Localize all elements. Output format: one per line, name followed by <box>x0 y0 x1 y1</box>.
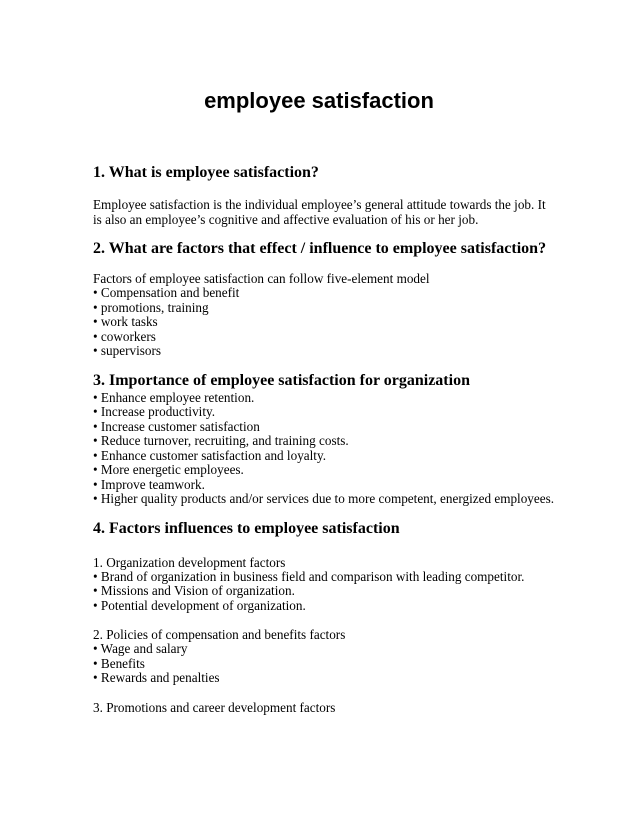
group-1-label: 1. Organization development factors <box>93 554 286 570</box>
list-item: • Improve teamwork. <box>93 476 205 492</box>
list-item: • Enhance customer satisfaction and loyalty. <box>93 447 327 463</box>
list-item: • Benefits <box>93 655 145 671</box>
list-item: • Wage and salary <box>93 641 188 656</box>
section-1-heading: 1. What is employee satisfaction? <box>93 164 319 181</box>
list-item: • Increase customer satisfaction <box>93 418 260 434</box>
document-body <box>93 163 553 715</box>
group-1-bullet-list <box>93 570 553 614</box>
document-title: employee satisfaction <box>204 88 434 113</box>
section-2-paragraph: Factors of employee satisfaction can follow five-element model <box>93 271 430 286</box>
list-item: • Enhance employee retention. <box>93 389 255 405</box>
list-item: • Reduce turnover, recruiting, and training costs. <box>93 433 349 448</box>
list-item: • Compensation and benefit <box>93 285 240 300</box>
list-item: • More energetic employees. <box>93 462 244 477</box>
group-2-bullet-list <box>93 642 553 686</box>
section-2-bullet-list <box>93 286 553 359</box>
list-item: • Brand of organization in business field and comparison with leading competitor. <box>93 568 525 584</box>
group-3-label: 3. Promotions and career development factors <box>93 699 336 715</box>
list-item: • Increase productivity. <box>93 404 216 419</box>
list-item: • Higher quality products and/or services due to more competent, energized employees. <box>93 491 555 506</box>
list-item: • coworkers <box>93 328 156 344</box>
section-2-heading: 2. What are factors that effect / influence to employee satisfaction? <box>93 240 547 257</box>
group-2-label: 2. Policies of compensation and benefits factors <box>93 627 346 642</box>
list-item: • Rewards and penalties <box>93 670 220 685</box>
section-4-heading: 4. Factors influences to employee satisfaction <box>93 519 400 537</box>
list-item: • promotions, training <box>93 299 209 315</box>
section-3-bullet-list <box>93 391 553 507</box>
list-item: • supervisors <box>93 343 161 358</box>
section-1-paragraph: Employee satisfaction is the individual employee’s general attitude towards the job. It is also an employee’s cognitive and affective evaluation of his or her job. <box>93 197 546 227</box>
section-3-heading: 3. Importance of employee satisfaction for organization <box>93 371 470 389</box>
list-item: • work tasks <box>93 314 158 329</box>
list-item: • Potential development of organization. <box>93 597 306 613</box>
list-item: • Missions and Vision of organization. <box>93 583 295 598</box>
